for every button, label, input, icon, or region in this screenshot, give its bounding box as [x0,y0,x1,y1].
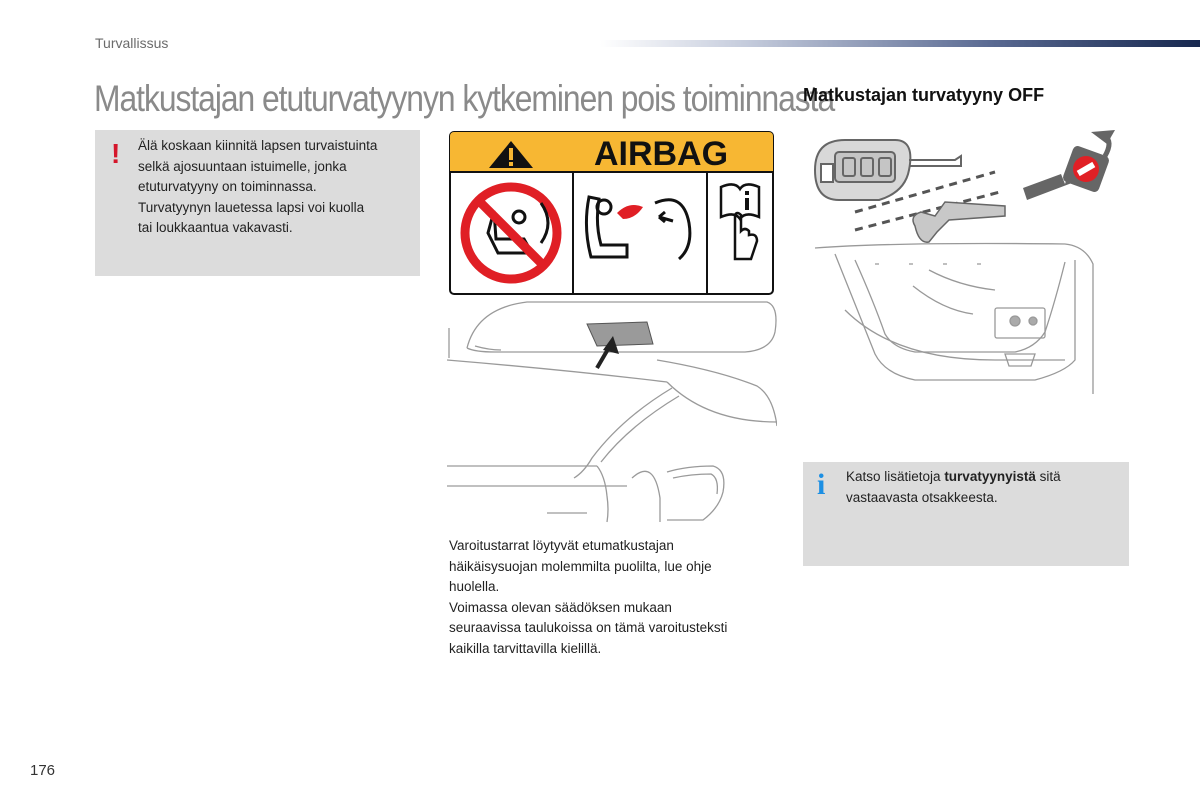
header-gradient-bar [600,40,1200,47]
airbag-off-switch-icon [1062,145,1111,194]
exclamation-icon: ! [111,138,121,169]
page-number: 176 [30,762,56,779]
text-line: Varoitustarrat löytyvät etumatkustajan [449,538,674,553]
paragraph-1 [449,536,779,598]
side-heading: Matkustajan turvatyyny OFF [803,85,1045,105]
body-text [449,536,779,659]
key-icon [815,140,961,200]
info-text [846,467,1116,508]
info-text-suffix: sitä [1035,469,1061,484]
warning-line: tai loukkaantua vakavasti. [138,220,293,235]
key-blade-icon [913,202,1005,242]
text-line: seuraavissa taulukoissa on tämä varoitusteksti [449,620,728,635]
no-rear-facing-seat-icon [465,187,557,279]
text-line: huolella. [449,579,500,594]
warning-line: etuturvatyyny on toiminnassa. [138,179,317,194]
info-box [803,462,1129,566]
page-title: Matkustajan etuturvatyynyn kytkeminen pois toiminnasta [94,78,835,119]
glovebox-drawing [815,244,1093,395]
key-glovebox-illustration [805,130,1125,415]
info-text-line-2: vastaavasta otsakkeesta. [846,489,998,505]
info-text-link: turvatyynyistä [944,469,1036,484]
warning-line: selkä ajosuuntaan istuimelle, jonka [138,158,347,174]
section-header: Turvallissus [95,35,169,51]
warning-line: Älä koskaan kiinnitä lapsen turvaistuinta [138,138,378,153]
airbag-warning-label [449,131,774,295]
warning-text [138,136,418,239]
info-text-prefix: Katso lisätietoja [846,469,945,484]
sun-visor-illustration [447,298,777,523]
text-line: Voimassa olevan säädöksen mukaan [449,599,672,615]
text-line: häikäisysuojan molemmilta puolilta, lue ohje [449,558,712,574]
warning-line: Turvatyynyn lauetessa lapsi voi kuolla [138,199,365,215]
text-line: kaikilla tarvittavilla kielillä. [449,640,602,656]
paragraph-2 [449,598,779,660]
info-icon: i [817,468,826,501]
warning-box [95,130,420,276]
airbag-title: AIRBAG [593,135,729,173]
